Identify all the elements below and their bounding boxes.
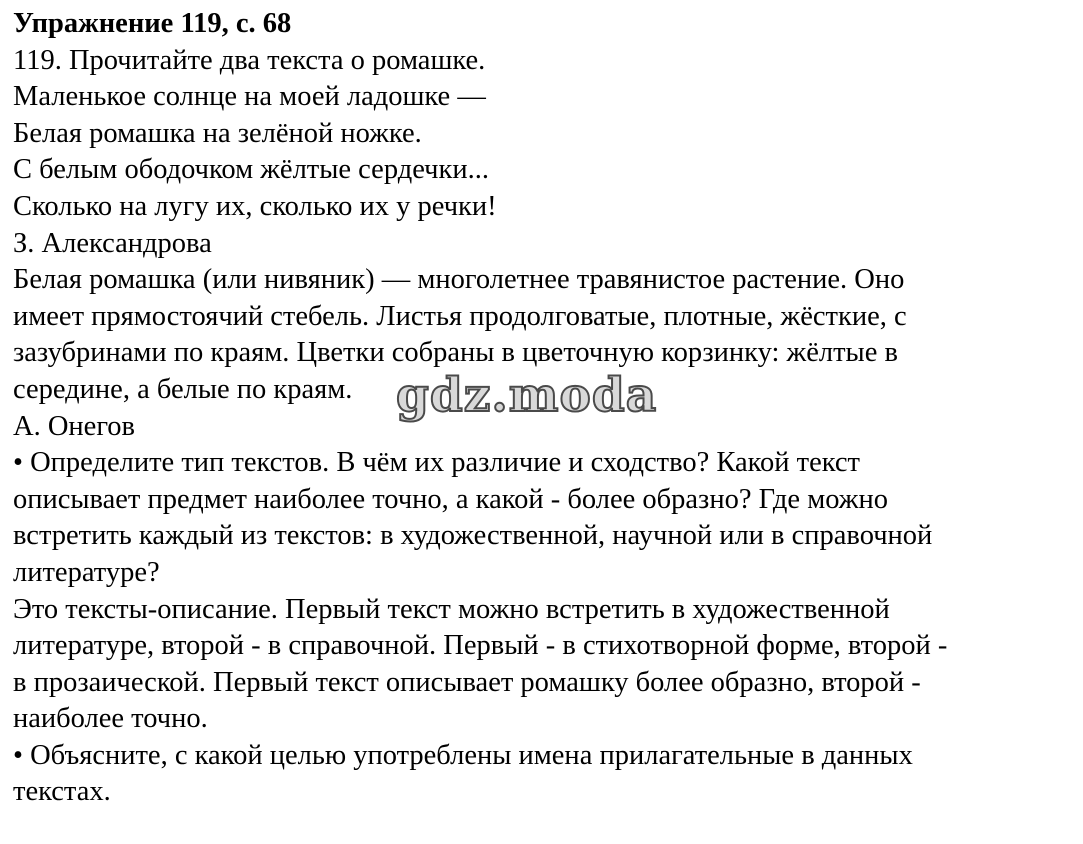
poem-line: Маленькое солнце на моей ладошке —: [13, 81, 486, 113]
question-line: • Определите тип текстов. В чём их различие и сходство? Какой текст: [13, 447, 861, 479]
answer-line: наиболее точно.: [13, 703, 208, 735]
prose-line: зазубринами по краям. Цветки собраны в цветочную корзинку: жёлтые в: [13, 337, 898, 369]
prose-line: имеет прямостоячий стебель. Листья продолговатые, плотные, жёсткие, с: [13, 300, 907, 332]
answer-line: литературе, второй - в справочной. Первый - в стихотворной форме, второй -: [13, 630, 948, 662]
exercise-title: Упражнение 119, с. 68: [13, 8, 292, 39]
task-text: 119. Прочитайте два текста о ромашке.: [13, 44, 486, 76]
poem-author: З. Александрова: [13, 227, 212, 259]
prose-line: середине, а белые по краям.: [13, 373, 353, 405]
poem-line: Белая ромашка на зелёной ножке.: [13, 117, 422, 149]
document-page: [13, 6, 1075, 811]
question-line: литературе?: [13, 556, 160, 588]
poem-line: Сколько на лугу их, сколько их у речки!: [13, 190, 497, 222]
answer-line: в прозаической. Первый текст описывает ромашку более образно, второй -: [13, 666, 921, 698]
question-line: текстах.: [13, 776, 111, 808]
question-line: описывает предмет наиболее точно, а какой - более образно? Где можно: [13, 483, 888, 515]
answer-line: Это тексты-описание. Первый текст можно встретить в художественной: [13, 593, 890, 625]
question-line: встретить каждый из текстов: в художественной, научной или в справочной: [13, 520, 933, 552]
prose-line: Белая ромашка (или нивяник) — многолетнее травянистое растение. Оно: [13, 264, 905, 296]
question-line: • Объясните, с какой целью употреблены имена прилагательные в данных: [13, 739, 913, 771]
prose-author: А. Онегов: [13, 410, 136, 442]
poem-line: С белым ободочком жёлтые сердечки...: [13, 154, 489, 186]
watermark: gdz.moda: [396, 368, 658, 423]
